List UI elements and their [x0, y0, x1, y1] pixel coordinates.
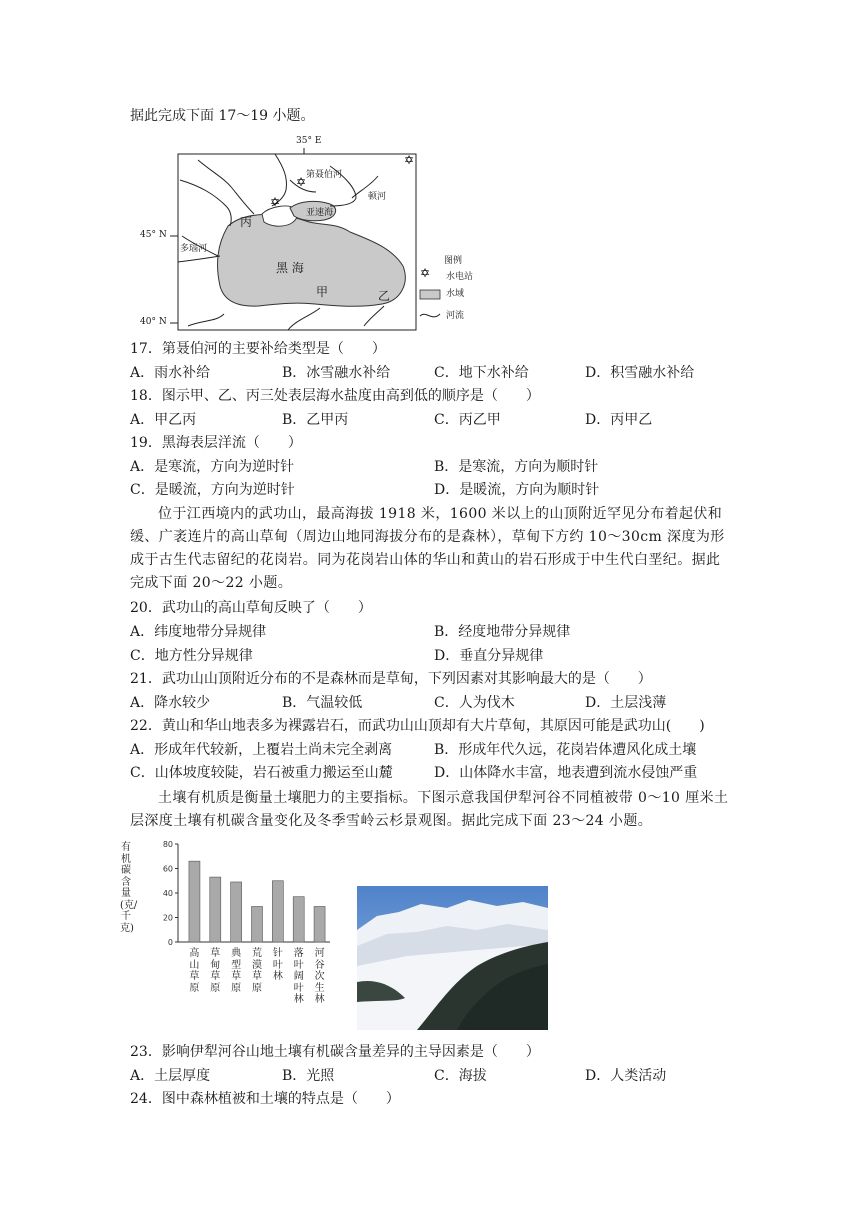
hydro-station-icon: ✡: [404, 153, 415, 167]
q23-stem: 23．影响伊犁河谷山地土壤有机碳含量差异的主导因素是（ ）: [130, 1044, 540, 1060]
chart-bar: [252, 906, 263, 942]
q17-stem: 17．第聂伯河的主要补给类型是（ ）: [130, 341, 386, 357]
q21-option-c: C．人为伐木: [434, 695, 515, 711]
legend-water: 水域: [446, 289, 465, 299]
lat-40-label: 40° N: [140, 317, 167, 327]
q22-option-b: B．形成年代久远，花岗岩体遭风化成土壤: [434, 742, 697, 758]
q19-option-d: D．是暖流，方向为顺时针: [434, 482, 600, 498]
black-sea-label: 黑 海: [276, 261, 304, 275]
q22-option-d: D．山体降水丰富，地表遭到流水侵蚀严重: [434, 765, 698, 781]
q18-option-b: B．乙甲丙: [282, 412, 349, 428]
q19-option-b: B．是寒流，方向为顺时针: [434, 459, 599, 475]
q17-option-d: D．积雪融水补给: [585, 365, 695, 381]
yi-label: 乙: [378, 289, 391, 303]
chart-plot: [118, 838, 348, 948]
x-tick-label: 落叶阔叶林: [293, 948, 304, 1005]
passage-ili-valley: 土壤有机质是衡量土壤肥力的主要指标。下图示意我国伊犁河谷不同植被带 0～10 厘米土层深度土壤有机碳含量变化及冬季雪岭云杉景观图。据此完成下面 23～24 小题。: [130, 790, 729, 829]
black-sea-map: [120, 136, 520, 336]
legend-hydro: 水电站: [446, 272, 474, 282]
q18-option-c: C．丙乙甲: [434, 412, 501, 428]
y-tick-label: 0: [167, 938, 173, 947]
q22-stem: 22．黄山和华山地表多为裸露岩石，而武功山山顶却有大片草甸，其原因可能是武功山( ): [130, 718, 705, 734]
q23-option-a: A．土层厚度: [130, 1068, 211, 1084]
q20-option-d: D．垂直分异规律: [434, 648, 544, 664]
map-figure: [120, 136, 520, 336]
legend-river: 河流: [446, 311, 465, 321]
intro-text: 据此完成下面 17～19 小题。: [130, 108, 315, 124]
x-tick-label: 荒漠草原: [252, 948, 262, 994]
q20-stem: 20．武功山的高山草甸反映了（ ）: [130, 600, 372, 616]
q20-option-c: C．地方性分异规律: [130, 648, 253, 664]
q19-stem: 19．黑海表层洋流（ ）: [130, 435, 302, 451]
don-label: 顿河: [368, 192, 387, 202]
dnieper-label: 第聂伯河: [306, 170, 343, 180]
chart-bar: [189, 861, 200, 942]
x-tick-label: 河谷次生林: [314, 948, 325, 1005]
lat-45-label: 45° N: [140, 230, 167, 240]
snow-spruce-photo: [357, 886, 548, 1030]
danube-label: 多瑙河: [180, 244, 208, 254]
hydro-station-icon: ✡: [296, 175, 307, 189]
q22-option-c: C．山体坡度较陡，岩石被重力搬运至山麓: [130, 765, 393, 781]
q21-option-a: A．降水较少: [130, 695, 211, 711]
jia-label: 甲: [316, 285, 329, 299]
x-tick-label: 针叶林: [272, 948, 283, 982]
q22-option-a: A．形成年代较新，上覆岩土尚未完全剥离: [130, 742, 393, 758]
q18-stem: 18．图示甲、乙、丙三处表层海水盐度由高到低的顺序是（ ）: [130, 388, 540, 404]
chart-bar: [314, 906, 325, 942]
chart-bar: [272, 881, 283, 942]
q18-option-d: D．丙甲乙: [585, 412, 653, 428]
q19-option-a: A．是寒流，方向为逆时针: [130, 459, 295, 475]
y-tick-label: 80: [162, 840, 173, 849]
q20-option-a: A．纬度地带分异规律: [130, 624, 267, 640]
passage-wugongshan: 位于江西境内的武功山，最高海拔 1918 米，1600 米以上的山顶附近罕见分布着起伏和缓、广袤连片的高山草甸（周边山地同海拔分布的是森林），草甸下方约 10～30cm 深度为形成于古生代志留纪的花岗岩。同为花岗岩山体的华山和黄山的岩石形成于中生代白垩纪。据此完成下面 20～22 小题。: [130, 506, 725, 591]
y-tick-label: 20: [162, 913, 173, 923]
q21-option-b: B．气温较低: [282, 695, 363, 711]
q18-option-a: A．甲乙丙: [130, 412, 197, 428]
q23-option-b: B．光照: [282, 1068, 335, 1084]
q17-option-b: B．冰雪融水补给: [282, 365, 391, 381]
chart-bar: [293, 897, 304, 942]
q20-option-b: B．经度地带分异规律: [434, 624, 571, 640]
chart-bar: [231, 882, 242, 942]
q21-option-d: D．土层浅薄: [585, 695, 667, 711]
y-tick-label: 40: [162, 889, 173, 898]
q24-stem: 24．图中森林植被和土壤的特点是（ ）: [130, 1091, 400, 1107]
soil-carbon-chart: [118, 838, 348, 1034]
chart-ylabel: 有机碳含量(克/千克): [120, 842, 138, 934]
bing-label: 丙: [240, 215, 253, 229]
legend-title: 图例: [444, 256, 463, 266]
q19-option-c: C．是暖流，方向为逆时针: [130, 482, 295, 498]
q23-option-c: C．海拔: [434, 1068, 487, 1084]
x-tick-label: 典型草原: [231, 948, 242, 994]
hydro-station-icon: ✡: [270, 195, 281, 209]
q23-option-d: D．人类活动: [585, 1068, 667, 1084]
chart-bar: [210, 877, 221, 942]
x-tick-label: 草甸草原: [210, 948, 221, 994]
y-tick-label: 60: [162, 864, 173, 874]
azov-label: 亚速海: [306, 208, 334, 218]
lon-label: 35° E: [296, 136, 322, 146]
q17-option-a: A．雨水补给: [130, 365, 211, 381]
hydro-station-icon: ✡: [420, 266, 431, 280]
x-tick-label: 高山草原: [189, 948, 200, 994]
q17-option-c: C．地下水补给: [434, 365, 529, 381]
q21-stem: 21．武功山山顶附近分布的不是森林而是草甸，下列因素对其影响最大的是（ ）: [130, 671, 652, 687]
